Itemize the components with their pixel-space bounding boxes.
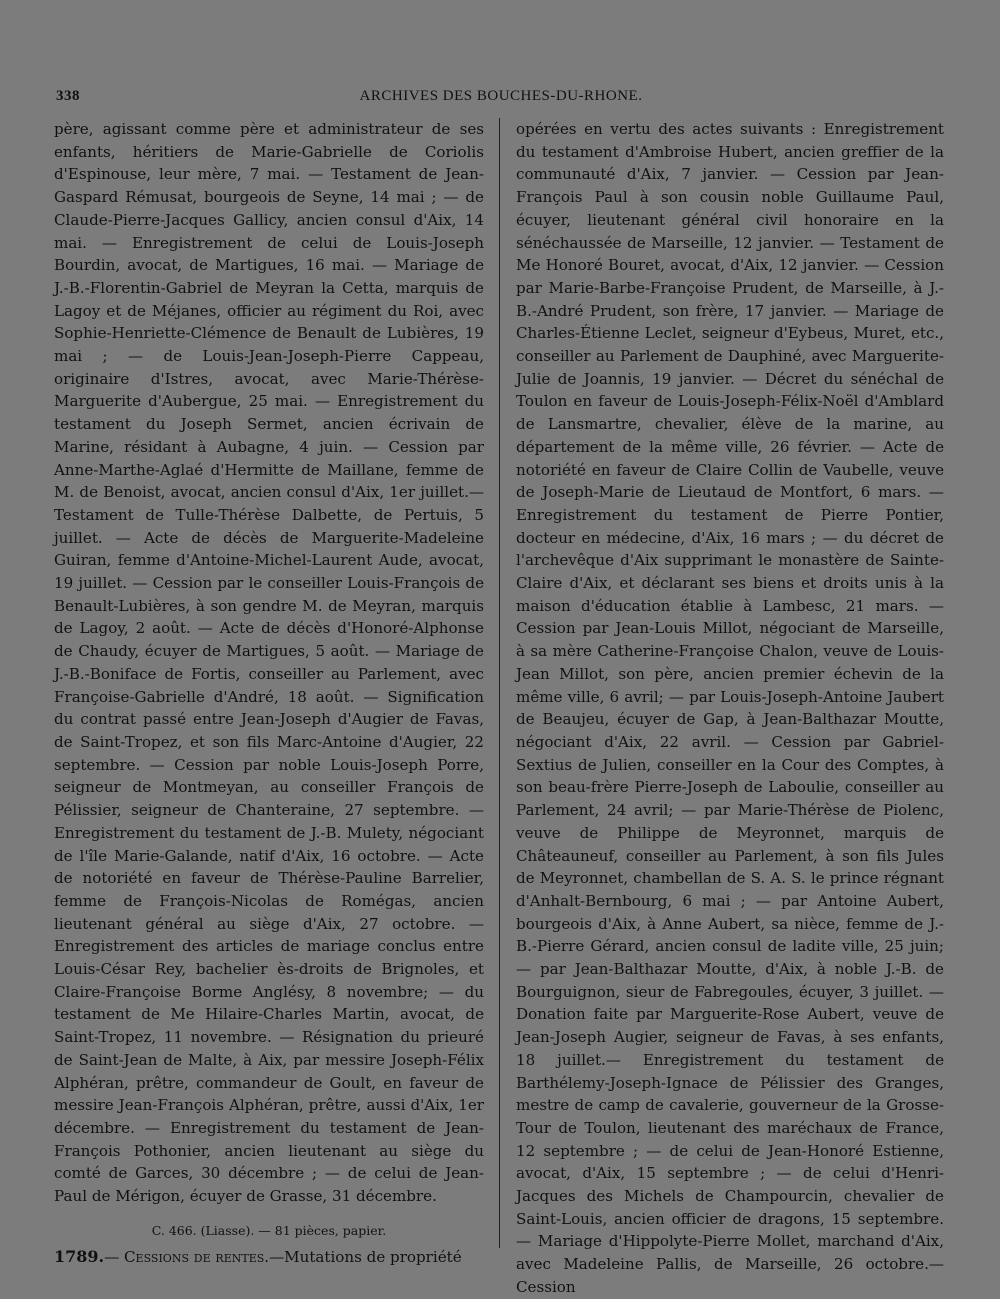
column-divider bbox=[499, 118, 500, 1248]
left-column-text-block bbox=[54, 118, 484, 1208]
next-entry-text: —Mutations de propriété bbox=[269, 1247, 462, 1266]
next-entry-title: — Cessions de rentes. bbox=[104, 1247, 270, 1266]
right-column-text-block bbox=[516, 118, 944, 1299]
page-number: 338 bbox=[56, 88, 80, 104]
inventory-footnote: C. 466. (Liasse). — 81 pièces, papier. bbox=[151, 1222, 387, 1238]
left-column bbox=[54, 118, 484, 1268]
right-column-paragraph: opérées en vertu des actes suivants : Enregistrement du testament d'Ambroise Hubert, ancien greffier de la communauté d'Aix, 7 janvier. — Cession par Jean-François Paul à son cousin noble Guillaume Paul, écuyer, lieutenant général civil honoraire en la sénéchaussée de Marseille, 12 janvier. — Testament de Me Honoré Bouret, avocat, d'Aix, 12 janvier. — Cession par Marie-Barbe-Françoise Prudent, de Marseille, à J.-B.-André Prudent, son frère, 17 janvier. — Mariage de Charles-Étienne Leclet, seigneur d'Eybeus, Muret, etc., conseiller au Parlement de Dauphiné, avec Marguerite-Julie de Joannis, 19 janvier. — Décret du sénéchal de Toulon en faveur de Louis-Joseph-Félix-Noël d'Amblard de Lansmartre, chevalier, élève de la marine, au département de la même ville, 26 février. — Acte de notoriété en faveur de Claire Collin de Vaubelle, veuve de Joseph-Marie de Lieutaud de Montfort, 6 mars. — Enregistrement du testament de Pierre Pontier, docteur en médecine, d'Aix, 16 mars ; — du décret de l'archevêque d'Aix supprimant le monastère de Sainte-Claire d'Aix, et déclarant ses biens et droits unis à la maison d'éducation établie à Lambesc, 21 mars. — Cession par Jean-Louis Millot, négociant de Marseille, à sa mère Catherine-Françoise Chalon, veuve de Louis-Jean Millot, son père, ancien premier échevin de la même ville, 6 avril; — par Louis-Joseph-Antoine Jaubert de Beaujeu, écuyer de Gap, à Jean-Balthazar Moutte, négociant d'Aix, 22 avril. — Cession par Gabriel-Sextius de Julien, conseiller en la Cour des Comptes, à son beau-frère Pierre-Joseph de Laboulie, conseiller au Parlement, 24 avril; — par Marie-Thérèse de Piolenc, veuve de Philippe de Meyronnet, marquis de Châteauneuf, conseiller au Parlement, à son fils Jules de Meyronnet, chambellan de S. A. S. le prince régnant d'Anhalt-Bernbourg, 6 mai ; — par Antoine Aubert, bourgeois d'Aix, à Anne Aubert, sa nièce, femme de J.-B.-Pierre Gérard, ancien consul de ladite ville, 25 juin; — par Jean-Balthazar Moutte, d'Aix, à noble J.-B. de Bourguignon, sieur de Fabregoules, écuyer, 3 juillet. — Donation faite par Marguerite-Rose Aubert, veuve de Jean-Joseph Augier, seigneur de Favas, à ses enfants, 18 juillet.— Enregistrement du testament de Barthélemy-Joseph-Ignace de Pélissier des Granges, mestre de camp de cavalerie, gouverneur de la Grosse-Tour de Toulon, lieutenant des maréchaux de France, 12 septembre ; — de celui de Jean-Honoré Estienne, avocat, d'Aix, 15 septembre ; — de celui d'Henri-Jacques des Michels de Champourcin, chevalier de Saint-Louis, ancien officier de dragons, 15 septembre. — Mariage d'Hippolyte-Pierre Mollet, marchand d'Aix, avec Madeleine Pallis, de Marseille, 26 octobre.— Cession bbox=[516, 120, 944, 1296]
left-column-paragraph: père, agissant comme père et administrateur de ses enfants, héritiers de Marie-Gabrielle de Coriolis d'Espinouse, leur mère, 7 mai. — Testament de Jean-Gaspard Rémusat, bourgeois de Seyne, 14 mai ; — de Claude-Pierre-Jacques Gallicy, ancien consul d'Aix, 14 mai. — Enregistrement de celui de Louis-Joseph Bourdin, avocat, de Martigues, 16 mai. — Mariage de J.-B.-Florentin-Gabriel de Meyran la Cetta, marquis de Lagoy et de Méjanes, officier au régiment du Roi, avec Sophie-Henriette-Clémence de Benault de Lubières, 19 mai ; — de Louis-Jean-Joseph-Pierre Cappeau, originaire d'Istres, avocat, avec Marie-Thérèse-Marguerite d'Aubergue, 25 mai. — Enregistrement du testament du Joseph Sermet, ancien écrivain de Marine, résidant à Aubagne, 4 juin. — Cession par Anne-Marthe-Aglaé d'Hermitte de Maillane, femme de M. de Benoist, avocat, ancien consul d'Aix, 1er juillet.—Testament de Tulle-Thérèse Dalbette, de Pertuis, 5 juillet. — Acte de décès de Marguerite-Madeleine Guiran, femme d'Antoine-Michel-Laurent Aude, avocat, 19 juillet. — Cession par le conseiller Louis-François de Benault-Lubières, à son gendre M. de Meyran, marquis de Lagoy, 2 août. — Acte de décès d'Honoré-Alphonse de Chaudy, écuyer de Martigues, 5 août. — Mariage de J.-B.-Boniface de Fortis, conseiller au Parlement, avec Françoise-Gabrielle d'André, 18 août. — Signification du contrat passé entre Jean-Joseph d'Augier de Favas, de Saint-Tropez, et son fils Marc-Antoine d'Augier, 22 septembre. — Cession par noble Louis-Joseph Porre, seigneur de Montmeyan, au conseiller François de Pélissier, seigneur de Chanteraine, 27 septembre. — Enregistrement du testament de J.-B. Mulety, négociant de l'île Marie-Galande, natif d'Aix, 16 octobre. — Acte de notoriété en faveur de Thérèse-Pauline Barrelier, femme de François-Nicolas de Romégas, ancien lieutenant général au siège d'Aix, 27 octobre. — Enregistrement des articles de mariage conclus entre Louis-César Rey, bachelier ès-droits de Brignoles, et Claire-Françoise Borme Anglésy, 8 novembre; — du testament de Me Hilaire-Charles Martin, avocat, de Saint-Tropez, 11 novembre. — Résignation du prieuré de Saint-Jean de Malte, à Aix, par messire Joseph-Félix Alphéran, prêtre, commandeur de Goult, en faveur de messire Jean-François Alphéran, prêtre, aussi d'Aix, 1er décembre. — Enregistrement du testament de Jean-François Pothonier, ancien lieutenant au siège du comté de Garces, 30 décembre ; — de celui de Jean-Paul de Mérigon, écuyer de Grasse, 31 décembre. bbox=[54, 120, 484, 1206]
right-column bbox=[516, 118, 944, 1299]
next-entry-year: 1789. bbox=[54, 1246, 105, 1266]
next-entry-heading bbox=[54, 1246, 484, 1269]
running-title: ARCHIVES DES BOUCHES-DU-RHONE. bbox=[359, 88, 643, 104]
page-header bbox=[56, 88, 946, 112]
